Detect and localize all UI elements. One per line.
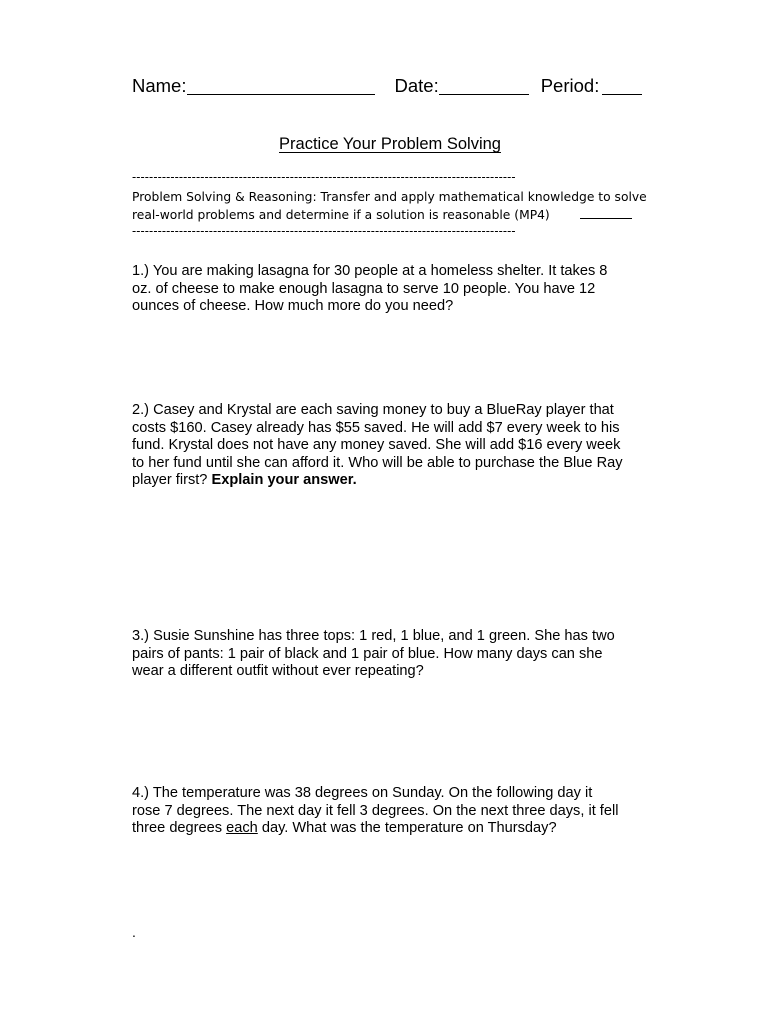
- problem-1: [132, 263, 652, 316]
- problem-4-last-line: [132, 820, 652, 838]
- problem-1-line: 1.) You are making lasagna for 30 people at a homeless shelter. It takes 8: [132, 263, 608, 279]
- divider-bottom: ------------------------------------------------------------------------------------------: [132, 224, 516, 238]
- name-field[interactable]: [132, 75, 375, 96]
- date-label: Date:: [394, 75, 439, 96]
- name-blank[interactable]: [187, 93, 375, 95]
- problem-2-line: fund. Krystal does not have any money saved. She will add $16 every week: [132, 437, 621, 453]
- problem-4-text-before: three degrees: [132, 820, 227, 836]
- problem-4-line: rose 7 degrees. The next day it fell 3 degrees. On the next three days, it fell: [132, 802, 619, 819]
- standard-line-1: Problem Solving & Reasoning: Transfer and apply mathematical knowledge to solve: [132, 190, 647, 204]
- problem-3-line: pairs of pants: 1 pair of black and 1 pair of blue. How many days can she: [132, 645, 603, 662]
- standard-line-2-text: real-world problems and determine if a solution is reasonable (MP4): [132, 208, 550, 222]
- score-blank[interactable]: [580, 217, 632, 219]
- period-field[interactable]: [541, 75, 643, 96]
- problem-3: [132, 628, 652, 681]
- problem-2-question: player first?: [132, 472, 212, 488]
- standard-line-2: [132, 206, 652, 224]
- problem-1-line: ounces of cheese. How much more do you need?: [132, 298, 454, 314]
- problem-2-last-line: [132, 472, 652, 490]
- problem-2-line: 2.) Casey and Krystal are each saving money to buy a BlueRay player that: [132, 402, 614, 418]
- problem-1-line: oz. of cheese to make enough lasagna to serve 10 people. You have 12: [132, 280, 596, 297]
- explain-instruction: Explain your answer.: [211, 472, 357, 488]
- student-info-header: [132, 74, 642, 98]
- problem-4: [132, 785, 652, 838]
- date-field[interactable]: [395, 75, 529, 96]
- problem-2-line: to her fund until she can afford it. Who will be able to purchase the Blue Ray: [132, 454, 623, 471]
- date-blank[interactable]: [439, 93, 529, 95]
- problem-4-emphasis: each: [226, 820, 258, 836]
- problem-2: [132, 402, 652, 490]
- problem-2-line: costs $160. Casey already has $55 saved. He will add $7 every week to his: [132, 419, 620, 436]
- name-label: Name:: [132, 75, 187, 96]
- standard-box: [132, 188, 652, 224]
- problem-4-line: 4.) The temperature was 38 degrees on Sunday. On the following day it: [132, 785, 593, 801]
- footer-mark: .: [132, 924, 136, 940]
- problem-3-line: wear a different outfit without ever repeating?: [132, 663, 424, 679]
- period-blank[interactable]: [602, 93, 642, 95]
- divider-top: ------------------------------------------------------------------------------------------: [132, 170, 516, 184]
- problem-3-line: 3.) Susie Sunshine has three tops: 1 red, 1 blue, and 1 green. She has two: [132, 628, 615, 644]
- problem-4-text-after: day. What was the temperature on Thursday?: [257, 820, 557, 836]
- period-label: Period:: [540, 75, 600, 96]
- worksheet-title: Practice Your Problem Solving: [279, 135, 501, 153]
